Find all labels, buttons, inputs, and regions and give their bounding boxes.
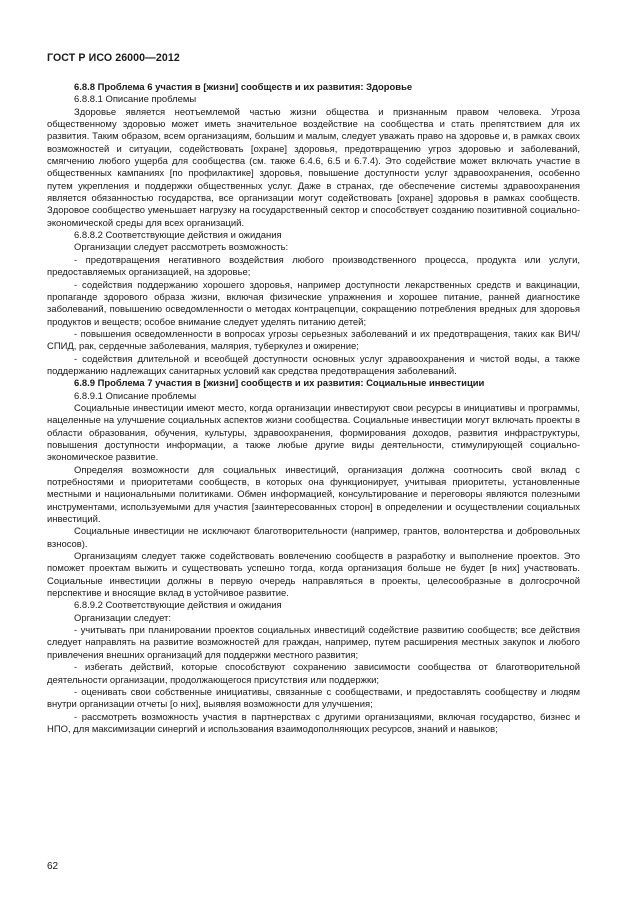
paragraph: Социальные инвестиции имеют место, когда организации инвестируют свои ресурсы в инициативы и программы, нацеленные на улучшение социальных аспектов жизни сообщества. Социальные инвестиции могут включать проекты в области образования, обучения, культуры, здравоохранения, формирования доходов, развития инфраструктуры, повышения доступности информации, а также любые другие виды деятельности, стимулирующей социально-экономическое развитие.	[47, 402, 580, 464]
body-text	[47, 82, 580, 736]
standard-header: ГОСТ Р ИСО 26000—2012	[47, 52, 180, 64]
list-item: - оценивать свои собственные инициативы, связанные с сообществами, и предоставлять сообществу и людям внутри организации отчеты [о них], выявляя возможности для улучшения;	[47, 686, 580, 711]
paragraph: Организациям следует также содействовать вовлечению сообществ в разработку и выполнение проектов. Это поможет проектам выжить и существовать успешно тогда, когда организация больше не будет [в них] участвовать. Социальные инвестиции должны в первую очередь направляться в проекты, целесообразные в долгосрочной перспективе и вносящие вклад в устойчивое развитие.	[47, 551, 580, 600]
paragraph: Определяя возможности для социальных инвестиций, организация должна соотносить свой вклад с потребностями и приоритетами сообществ, в которых она функционирует, учитывая приоритеты, установленные местными и национальными политиками. Обмен информацией, консультирование и переговоры являются полезными инструментами, используемыми для участия [заинтересованных сторон] в определении и осуществлении социальных инвестиций.	[47, 464, 580, 526]
paragraph: Здоровье является неотъемлемой частью жизни общества и признанным правом человека. Угроза общественному здоровью может иметь значительное воздействие на сообщества и стать препятствием для их развития. Таким образом, всем организациям, большим и малым, следует уважать право на здоровье и, в рамках своих возможностей и ситуации, содействовать [охране] здоровья, предотвращению угроз здоровью и заболеваний, смягчению любого ущерба для сообщества (см. также 6.4.6, 6.5 и 6.7.4). Это содействие может включать участие в общественных кампаниях [по профилактике] здоровья, повышение доступности услуг здравоохранения, особенно путем укрепления и поддержки общественных услуг. Даже в странах, где обеспечение системы здравоохранения является обязанностью государства, все организации могут содействовать [охране] здоровья в рамках сообществ. Здоровое сообщество уменьшает нагрузку на государственный сектор и способствует созданию позитивной социально-экономической среды для всех организаций.	[47, 106, 580, 229]
subsection-heading: 6.8.8.1 Описание проблемы	[74, 94, 197, 106]
list-item: - повышения осведомленности в вопросах угрозы серьезных заболеваний и их предотвращения, таких как ВИЧ/СПИД, рак, сердечные заболевания, малярия, туберкулез и ожирение;	[47, 328, 580, 353]
section-heading: 6.8.8 Проблема 6 участия в [жизни] сообществ и их развития: Здоровье	[74, 82, 413, 93]
list-item: - содействия поддержанию хорошего здоровья, например доступности лекарственных средств и вакцинации, пропаганде здорового образа жизни, включая физические упражнения и хорошее питание, ранней диагностике заболеваний, повышению осведомленности о методах контрацепции, сокращению потребления вредных для здоровья продуктов и веществ; особое внимание следует уделять питанию детей;	[47, 279, 580, 328]
list-item: - предотвращения негативного воздействия любого производственного процесса, продукта или услуги, предоставляемых организацией, на здоровье;	[47, 254, 580, 279]
list-item: - рассмотреть возможность участия в партнерствах с другими организациями, включая государство, бизнес и НПО, для максимизации синергий и использования взаимодополняющих ресурсов, знаний и навыков;	[47, 711, 580, 735]
paragraph: Организации следует рассмотреть возможность:	[74, 242, 289, 254]
list-item: - содействия длительной и всеобщей доступности основных услуг здравоохранения и чистой воды, а также поддержанию надлежащих санитарных условий как средства предотвращения заболеваний.	[47, 353, 580, 377]
subsection-heading: 6.8.9.2 Соответствующие действия и ожидания	[74, 600, 282, 612]
subsection-heading: 6.8.8.2 Соответствующие действия и ожидания	[74, 230, 282, 242]
paragraph: Организации следует:	[74, 612, 171, 624]
paragraph: Социальные инвестиции не исключают благотворительности (например, грантов, волонтерства и добровольных взносов).	[47, 526, 580, 550]
list-item: - избегать действий, которые способствуют сохранению зависимости сообщества от благотворительной деятельности организации, продолжающегося присутствия или поддержки;	[47, 662, 580, 686]
subsection-heading: 6.8.9.1 Описание проблемы	[74, 390, 197, 402]
page-number: 62	[47, 861, 59, 872]
section-heading: 6.8.9 Проблема 7 участия в [жизни] сообществ и их развития: Социальные инвестиции	[74, 378, 485, 390]
list-item: - учитывать при планировании проектов социальных инвестиций содействие развитию сообществ; все действия следует направлять на развитие возможностей для граждан, например, путем расширения местных закупок и любого привлечения внешних организаций для поддержки местного развития;	[47, 625, 580, 661]
